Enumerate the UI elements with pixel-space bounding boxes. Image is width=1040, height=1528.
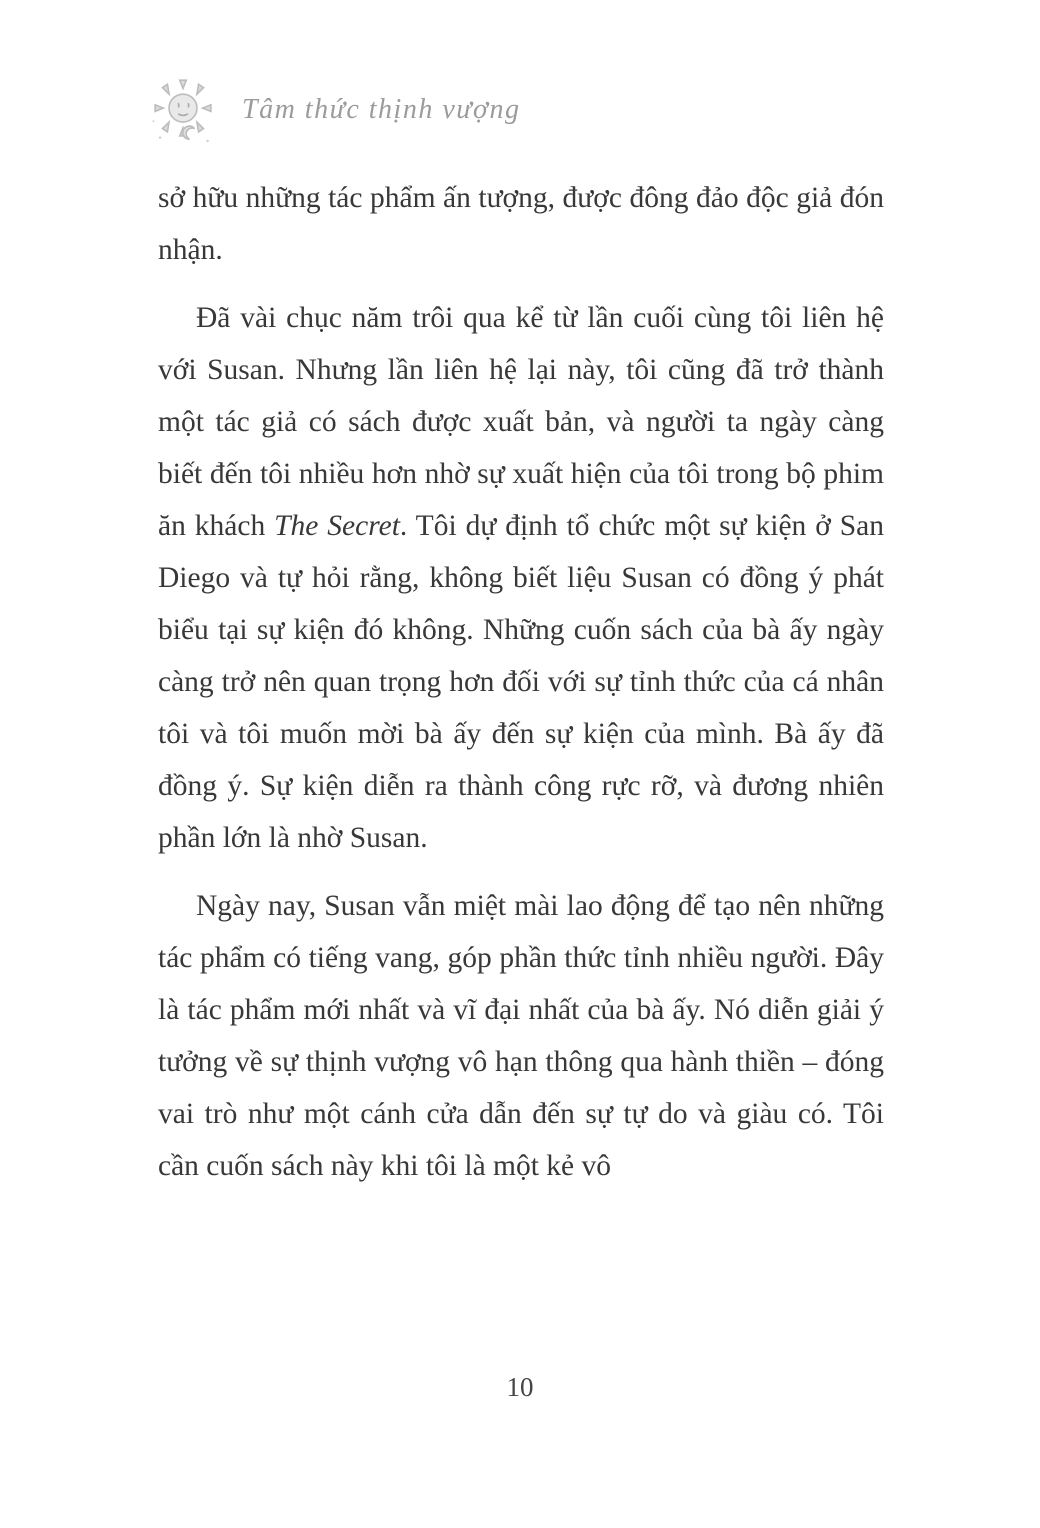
running-header-title: Tâm thức thịnh vượng	[242, 94, 521, 125]
running-header	[142, 72, 520, 154]
page-number: 10	[506, 1372, 534, 1402]
text-run: sở hữu những tác phẩm ấn tượng, được đông đảo độc giả đón nhận.	[158, 182, 884, 266]
text-run: . Tôi dự định tổ chức một sự kiện ở San Diego và tự hỏi rằng, không biết liệu Susan có đồng ý phát biểu tại sự kiện đó không. Những cuốn sách của bà ấy ngày càng trở nên quan trọng hơn đối với sự tỉnh thức của cá nhân tôi và tôi muốn mời bà ấy đến sự kiện của mình. Bà ấy đã đồng ý. Sự kiện diễn ra thành công rực rỡ, và đương nhiên phần lớn là nhờ Susan.	[158, 510, 884, 854]
paragraph	[158, 292, 884, 864]
book-title-italic: The Secret	[274, 510, 400, 542]
paragraph	[158, 880, 884, 1192]
body-text	[158, 172, 884, 1208]
paragraph	[158, 172, 884, 276]
text-run: Đã vài chục năm trôi qua kể từ lần cuối cùng tôi liên hệ với Susan. Nhưng lần liên hệ lại này, tôi cũng đã trở thành một tác giả có sách được xuất bản, và người ta ngày càng biết đến tôi nhiều hơn nhờ sự xuất hiện của tôi trong bộ phim ăn khách	[158, 302, 884, 542]
sun-moon-icon	[142, 72, 224, 154]
text-run: Ngày nay, Susan vẫn miệt mài lao động để tạo nên những tác phẩm có tiếng vang, góp phần thức tỉnh nhiều người. Đây là tác phẩm mới nhất và vĩ đại nhất của bà ấy. Nó diễn giải ý tưởng về sự thịnh vượng vô hạn thông qua hành thiền – đóng vai trò như một cánh cửa dẫn đến sự tự do và giàu có. Tôi cần cuốn sách này khi tôi là một kẻ vô	[158, 890, 884, 1182]
